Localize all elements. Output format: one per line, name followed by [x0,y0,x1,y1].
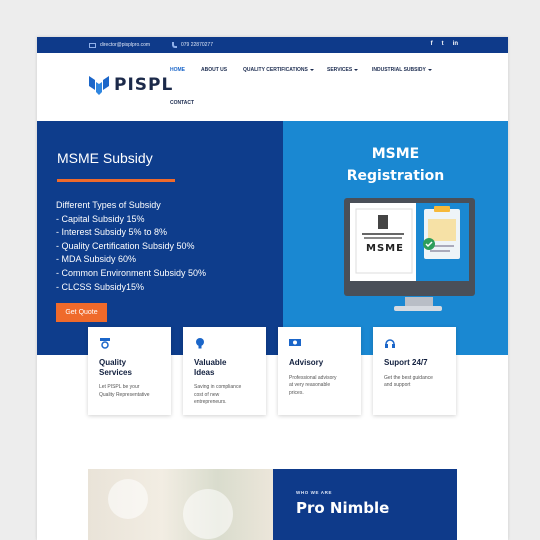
email-text[interactable]: director@pisplpro.com [100,42,151,48]
certificate-illustration [350,203,469,281]
chevron-down-icon [428,69,432,71]
subsidy-item: - Interest Subsidy 5% to 8% [56,227,168,238]
card-title-line: Valuable [194,358,227,367]
card-desc-line: cost of new [194,391,220,398]
phone-icon [172,42,177,48]
subsidy-list [56,199,206,294]
certificate-icon [99,337,111,349]
subsidy-item: - Common Environment Subsidy 50% [56,267,207,278]
card-advisory[interactable] [278,327,361,415]
card-title [384,358,445,368]
feature-cards [88,327,456,415]
msme-title: MSME [371,146,420,162]
social-links [431,41,458,47]
nav-services-label: SERVICES [327,67,353,73]
card-desc-line: Get the best guidance [384,374,433,381]
nav-services[interactable] [327,67,358,73]
hero-right-panel [283,121,508,355]
pispl-logo-icon [89,74,109,96]
card-desc-line: Saving in compliance [194,384,242,390]
card-desc [99,384,160,399]
chevron-down-icon [310,69,314,71]
facebook-icon[interactable]: f [430,41,433,47]
card-desc [194,384,255,407]
headset-icon [384,337,396,349]
site-header [37,53,508,121]
card-desc-line: Professional advisory [289,374,337,381]
card-title [99,358,160,377]
card-title-line: Ideas [194,367,215,377]
hero-section [37,121,508,355]
twitter-icon[interactable]: t [441,41,444,47]
card-quality-services[interactable] [88,327,171,415]
monitor-base [394,306,442,311]
logo-text: PISPL [114,75,174,95]
website-frame [37,37,508,540]
card-desc-line: at very reasonable [289,382,331,388]
subsidy-item: - Quality Certification Subsidy 50% [56,240,195,251]
phone-contact[interactable] [172,42,213,48]
card-title [289,358,350,368]
site-logo[interactable] [89,74,173,96]
card-support[interactable] [373,327,456,415]
card-title [194,358,255,377]
mail-icon [89,43,96,48]
card-desc [289,375,350,398]
hero-divider [57,179,175,182]
about-panel [273,469,457,540]
nav-subsidy-label: INDUSTRIAL SUBSIDY [372,67,426,73]
linkedin-icon[interactable]: in [452,41,458,47]
monitor-screen [350,203,469,281]
nav-contact-label: CONTACT [170,100,195,106]
nav-home[interactable] [170,67,185,73]
nav-quality-label: QUALITY CERTIFICATIONS [243,67,308,73]
chevron-down-icon [354,69,358,71]
card-desc-line: Let PISPL be your [99,384,140,390]
image-blur [108,479,148,519]
registration-title: Registration [346,168,445,184]
lightbulb-icon [194,337,206,349]
subsidy-item: - Capital Subsidy 15% [56,213,145,224]
card-title-line: Quality [99,358,127,367]
subsidy-item: - MDA Subsidy 60% [56,254,137,265]
nav-about[interactable] [201,67,227,73]
card-desc [384,375,445,390]
card-desc-line: Quality Representative [99,391,150,398]
msme-logo-text: MSME [366,243,404,254]
card-title-line: Suport 24/7 [384,358,428,367]
get-quote-button[interactable]: Get Quote [56,303,107,322]
card-title-line: Advisory [289,358,324,367]
monitor-illustration [344,198,475,296]
card-desc-line: prices. [289,389,304,396]
nav-industrial-subsidy[interactable] [372,67,432,73]
about-eyebrow: WHO WE ARE [296,490,333,495]
money-icon [289,337,301,349]
card-desc-line: and support [384,382,411,388]
phone-text[interactable]: 079 22870277 [181,42,213,48]
card-valuable-ideas[interactable] [183,327,266,415]
image-blur [183,489,233,539]
card-title-line: Services [99,367,132,377]
hero-left-panel [37,121,283,355]
nav-quality-certifications[interactable] [243,67,314,73]
about-image [88,469,273,540]
hero-title: MSME Subsidy [57,150,153,166]
nav-about-label: ABOUT US [201,67,228,73]
subsidy-list-heading: Different Types of Subsidy [56,200,161,210]
card-desc-line: entrepreneurs. [194,399,227,405]
nav-home-label: HOME [170,67,185,73]
nav-contact[interactable] [170,100,194,106]
subsidy-item: - CLCSS Subsidy15% [56,281,145,292]
about-heading: Pro Nimble [296,499,390,517]
top-contact-bar [37,37,508,53]
email-contact[interactable] [89,42,150,48]
